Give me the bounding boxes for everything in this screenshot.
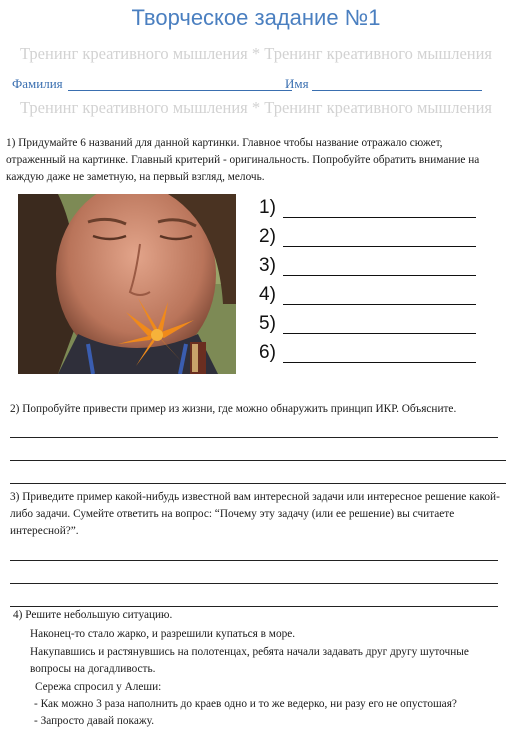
question-4-heading: 4) Решите небольшую ситуацию. [13, 609, 173, 621]
name-field[interactable] [312, 90, 482, 91]
answer-line[interactable] [259, 284, 276, 306]
name-label: Имя [285, 76, 309, 91]
story-line: - Как можно 3 раза наполнить до краев одно и то же ведерко, ни разу его не опустошая? [34, 698, 457, 710]
story-line: Накупавшись и растянувшись на полотенцах, ребята начали задавать друг другу шуточные [30, 646, 469, 658]
answer-line[interactable] [259, 197, 276, 219]
watermark-banner: Тренинг креативного мышления * Тренинг креативного мышления [19, 44, 493, 63]
answer-number: 6) [259, 342, 276, 363]
question-3: 3) Приведите пример какой-нибудь известной вам интересной задачи или интересное решение какой-либо задачи. Сумейте ответить на вопрос: “Почему эту задачу (или ее решение) вы считаете интересной?”. [10, 491, 500, 537]
answer-line[interactable] [259, 313, 276, 335]
question-2: 2) Попробуйте привести пример из жизни, где можно обнаружить принцип ИКР. Объясните. [10, 403, 457, 415]
write-line[interactable] [10, 560, 498, 561]
story-line: Наконец-то стало жарко, и разрешили купаться в море. [30, 628, 296, 640]
question-1: 1) Придумайте 6 названий для данной картинки. Главное чтобы название отражало сюжет, отраженный на картинке. Главный критерий - оригинальность. Попробуйте обратить внимание на каждую даже не заметную, на первый взгляд, мелочь. [6, 137, 480, 183]
watermark-banner: Тренинг креативного мышления * Тренинг креативного мышления [19, 98, 493, 117]
answer-number: 5) [259, 313, 276, 334]
write-line[interactable] [10, 437, 498, 438]
story-line: вопросы на догадливость. [30, 663, 156, 675]
answer-line[interactable] [259, 342, 276, 364]
girl-with-flower-photo [18, 194, 236, 374]
answer-line[interactable] [259, 255, 276, 277]
surname-field[interactable] [68, 90, 292, 91]
answer-number: 3) [259, 255, 276, 276]
story-line: - Запросто давай покажу. [34, 715, 155, 727]
write-line[interactable] [10, 583, 498, 584]
page-title: Творческое задание №1 [131, 5, 381, 30]
story-line: Сережа спросил у Алеши: [35, 681, 162, 693]
write-line[interactable] [10, 460, 506, 461]
answer-number: 1) [259, 197, 276, 218]
write-line[interactable] [10, 483, 506, 484]
answer-number: 2) [259, 226, 276, 247]
answer-number: 4) [259, 284, 276, 305]
surname-label: Фамилия [12, 76, 63, 91]
answer-line[interactable] [259, 226, 276, 248]
